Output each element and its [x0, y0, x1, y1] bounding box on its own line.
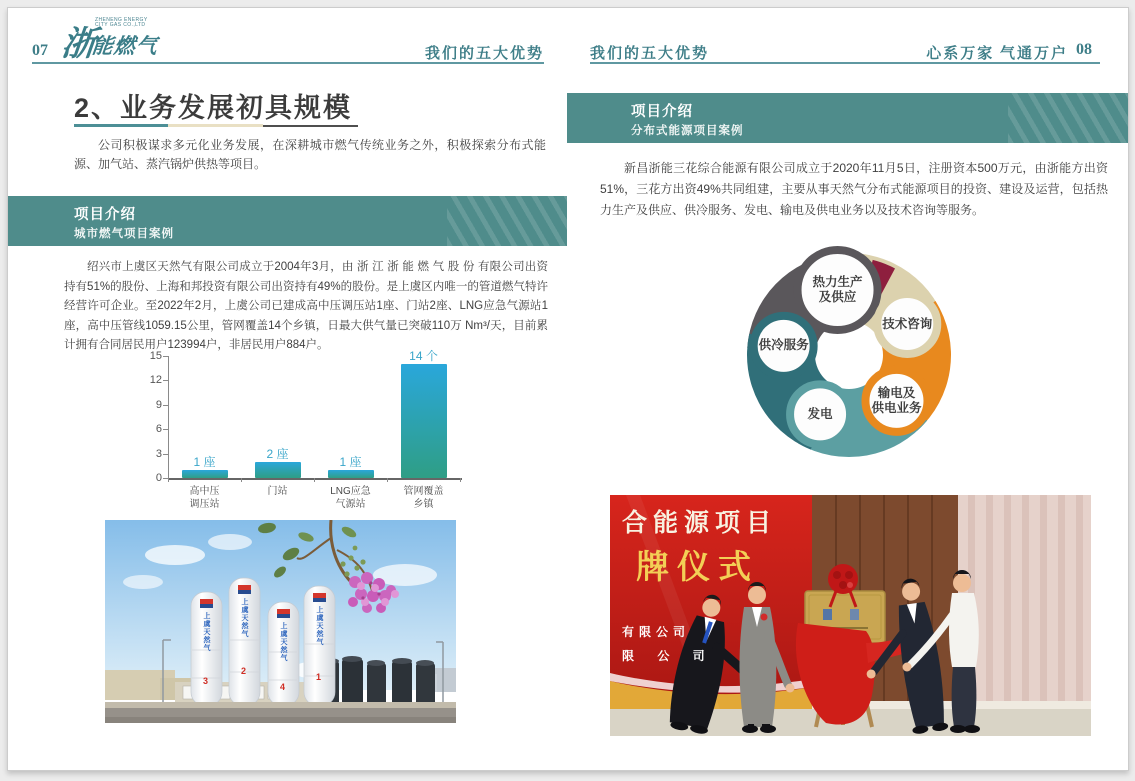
- photo-unveiling-ceremony: [610, 495, 1091, 736]
- underline-segment-beige: [168, 124, 263, 127]
- bar-value-label: 1 座: [193, 454, 216, 469]
- logo-english-text: [95, 18, 148, 28]
- tank-label: 上虞天然气: [241, 598, 248, 638]
- diagram-label-0: 热力生产 及供应: [812, 275, 863, 304]
- y-tick-label: 12: [149, 374, 162, 387]
- category-label: 乡镇: [413, 499, 434, 510]
- cloud: [145, 545, 205, 565]
- banner-title: 项目介绍: [74, 207, 136, 223]
- asphalt-shadow: [105, 717, 456, 723]
- chart-bar: [255, 462, 301, 478]
- x-tick-mark: [460, 478, 461, 482]
- case-paragraph: 绍兴市上虞区天然气有限公司成立于2004年3月，由 浙 江 浙 能 燃 气 股 份 有限公司出资持有51%的股份、上海和邦投资有限公司出资持有49%的股份。是上虞区内唯一的管道燃气特许经营许可企业。至2022年2月，上虞公司已建成高中压调压站1座、门站2座、LNG应急气源站1座，高中压管线1059.15公里，管网覆盖14个乡镇，日最大供气量已突破110万 Nm³/天，目前累计拥有合同居民用户123994户，非居民用户884户。: [64, 261, 548, 351]
- x-axis: [168, 478, 462, 480]
- y-tick-label: 3: [155, 447, 162, 460]
- logo-en-line2: CITY GAS CO.,LTD: [95, 22, 146, 28]
- y-tick-label: 0: [155, 472, 162, 484]
- y-tick-mark: [163, 380, 168, 381]
- running-head-right: 我们的五大优势: [590, 46, 710, 62]
- chart-bar: [182, 470, 228, 478]
- category-label: 高中压: [189, 486, 220, 497]
- distributed-energy-paragraph: 新昌浙能三花综合能源有限公司成立于2020年11月5日，注册资本500万元，由浙能方出资51%，三花方出资49%共同组建，主要从事天然气分布式能源项目的投资、建设及运营，包括热力生产及供应、供冷服务、发电、输电及供电业务以及技术咨询等服务。: [600, 161, 1108, 217]
- bar-value-label: 1 座: [339, 454, 362, 469]
- page-number-right: 08: [1076, 41, 1092, 58]
- building: [435, 668, 456, 692]
- page-number-left: 07: [32, 42, 48, 59]
- company-slogan: 心系万家 气通万户: [926, 46, 1068, 62]
- y-tick-label: 6: [155, 423, 162, 436]
- bar-value-label: 2 座: [266, 446, 289, 461]
- company-logo: [59, 14, 192, 64]
- banner-subtitle: 分布式能源项目案例: [631, 125, 744, 137]
- curb: [105, 702, 456, 709]
- category-label: 调压站: [189, 499, 220, 510]
- underline-segment-dark: [263, 125, 358, 127]
- backdrop-text-line3: 有限公司: [622, 625, 691, 639]
- running-head-left: 我们的五大优势: [424, 46, 544, 62]
- category-label: 气源站: [335, 499, 366, 510]
- logo-character: 浙: [59, 26, 98, 63]
- tank-label: 上虞天然气: [203, 612, 210, 652]
- title-underline: [74, 124, 358, 128]
- logo-wordmark: 能燃气: [90, 34, 160, 58]
- diagram-label-1: 技术咨询: [882, 316, 933, 331]
- y-tick-label: 15: [149, 350, 162, 362]
- dark-tanks: [319, 656, 435, 707]
- cloud: [208, 534, 252, 550]
- section-banner-distributed-energy: [567, 93, 1128, 143]
- photo-gas-station: [105, 520, 456, 723]
- x-tick-mark: [314, 478, 315, 482]
- x-tick-mark: [241, 478, 242, 482]
- section-banner-city-gas: [8, 196, 567, 246]
- category-label: LNG应急: [330, 486, 371, 497]
- tank-number: 3: [203, 676, 209, 686]
- logo-en-line1: ZHENENG ENERGY: [95, 17, 148, 23]
- section-title: 2、业务发展初具规模: [74, 93, 353, 123]
- backdrop-text-line4: 限 公 司: [622, 649, 715, 663]
- diagram-label-3: 发电: [807, 406, 833, 421]
- diagram-label-2: 输电及 供电业务: [871, 385, 922, 415]
- tank-number: 2: [241, 666, 247, 676]
- underline-segment-teal: [74, 124, 168, 127]
- x-tick-mark: [168, 478, 169, 482]
- tank-number: 4: [280, 682, 286, 692]
- plaque-logo: [850, 609, 859, 620]
- y-tick-mark: [163, 356, 168, 357]
- tank-number: 1: [316, 672, 322, 682]
- x-tick-mark: [387, 478, 388, 482]
- tank-label: 上虞天然气: [316, 606, 323, 646]
- diagram-label-4: 供冷服务: [758, 338, 809, 353]
- bar-value-label: 14 个: [409, 349, 438, 364]
- tank-label: 上虞天然气: [280, 622, 287, 662]
- y-tick-mark: [163, 405, 168, 406]
- intro-paragraph: 公司积极谋求多元化业务发展，在深耕城市燃气传统业务之外，积极探索分布式能源、加气站、蒸汽锅炉供热等项目。: [74, 138, 546, 171]
- backdrop-text-line2: 牌仪式: [636, 548, 759, 585]
- y-tick-mark: [163, 429, 168, 430]
- plaque-logo: [823, 609, 832, 620]
- category-label: 管网覆盖: [403, 486, 444, 497]
- category-label: 门站: [267, 486, 288, 497]
- banner-title: 项目介绍: [631, 104, 693, 120]
- backdrop-text-line1: 合能源项目: [622, 509, 778, 537]
- banner-subtitle: 城市燃气项目案例: [74, 228, 174, 240]
- chart-bar: [401, 364, 447, 478]
- business-scope-diagram: [698, 245, 1028, 495]
- bar-chart: [116, 344, 468, 514]
- chart-bar: [328, 470, 374, 478]
- brochure-spread: [7, 7, 1129, 771]
- cloud: [123, 575, 163, 589]
- y-tick-label: 9: [155, 398, 162, 411]
